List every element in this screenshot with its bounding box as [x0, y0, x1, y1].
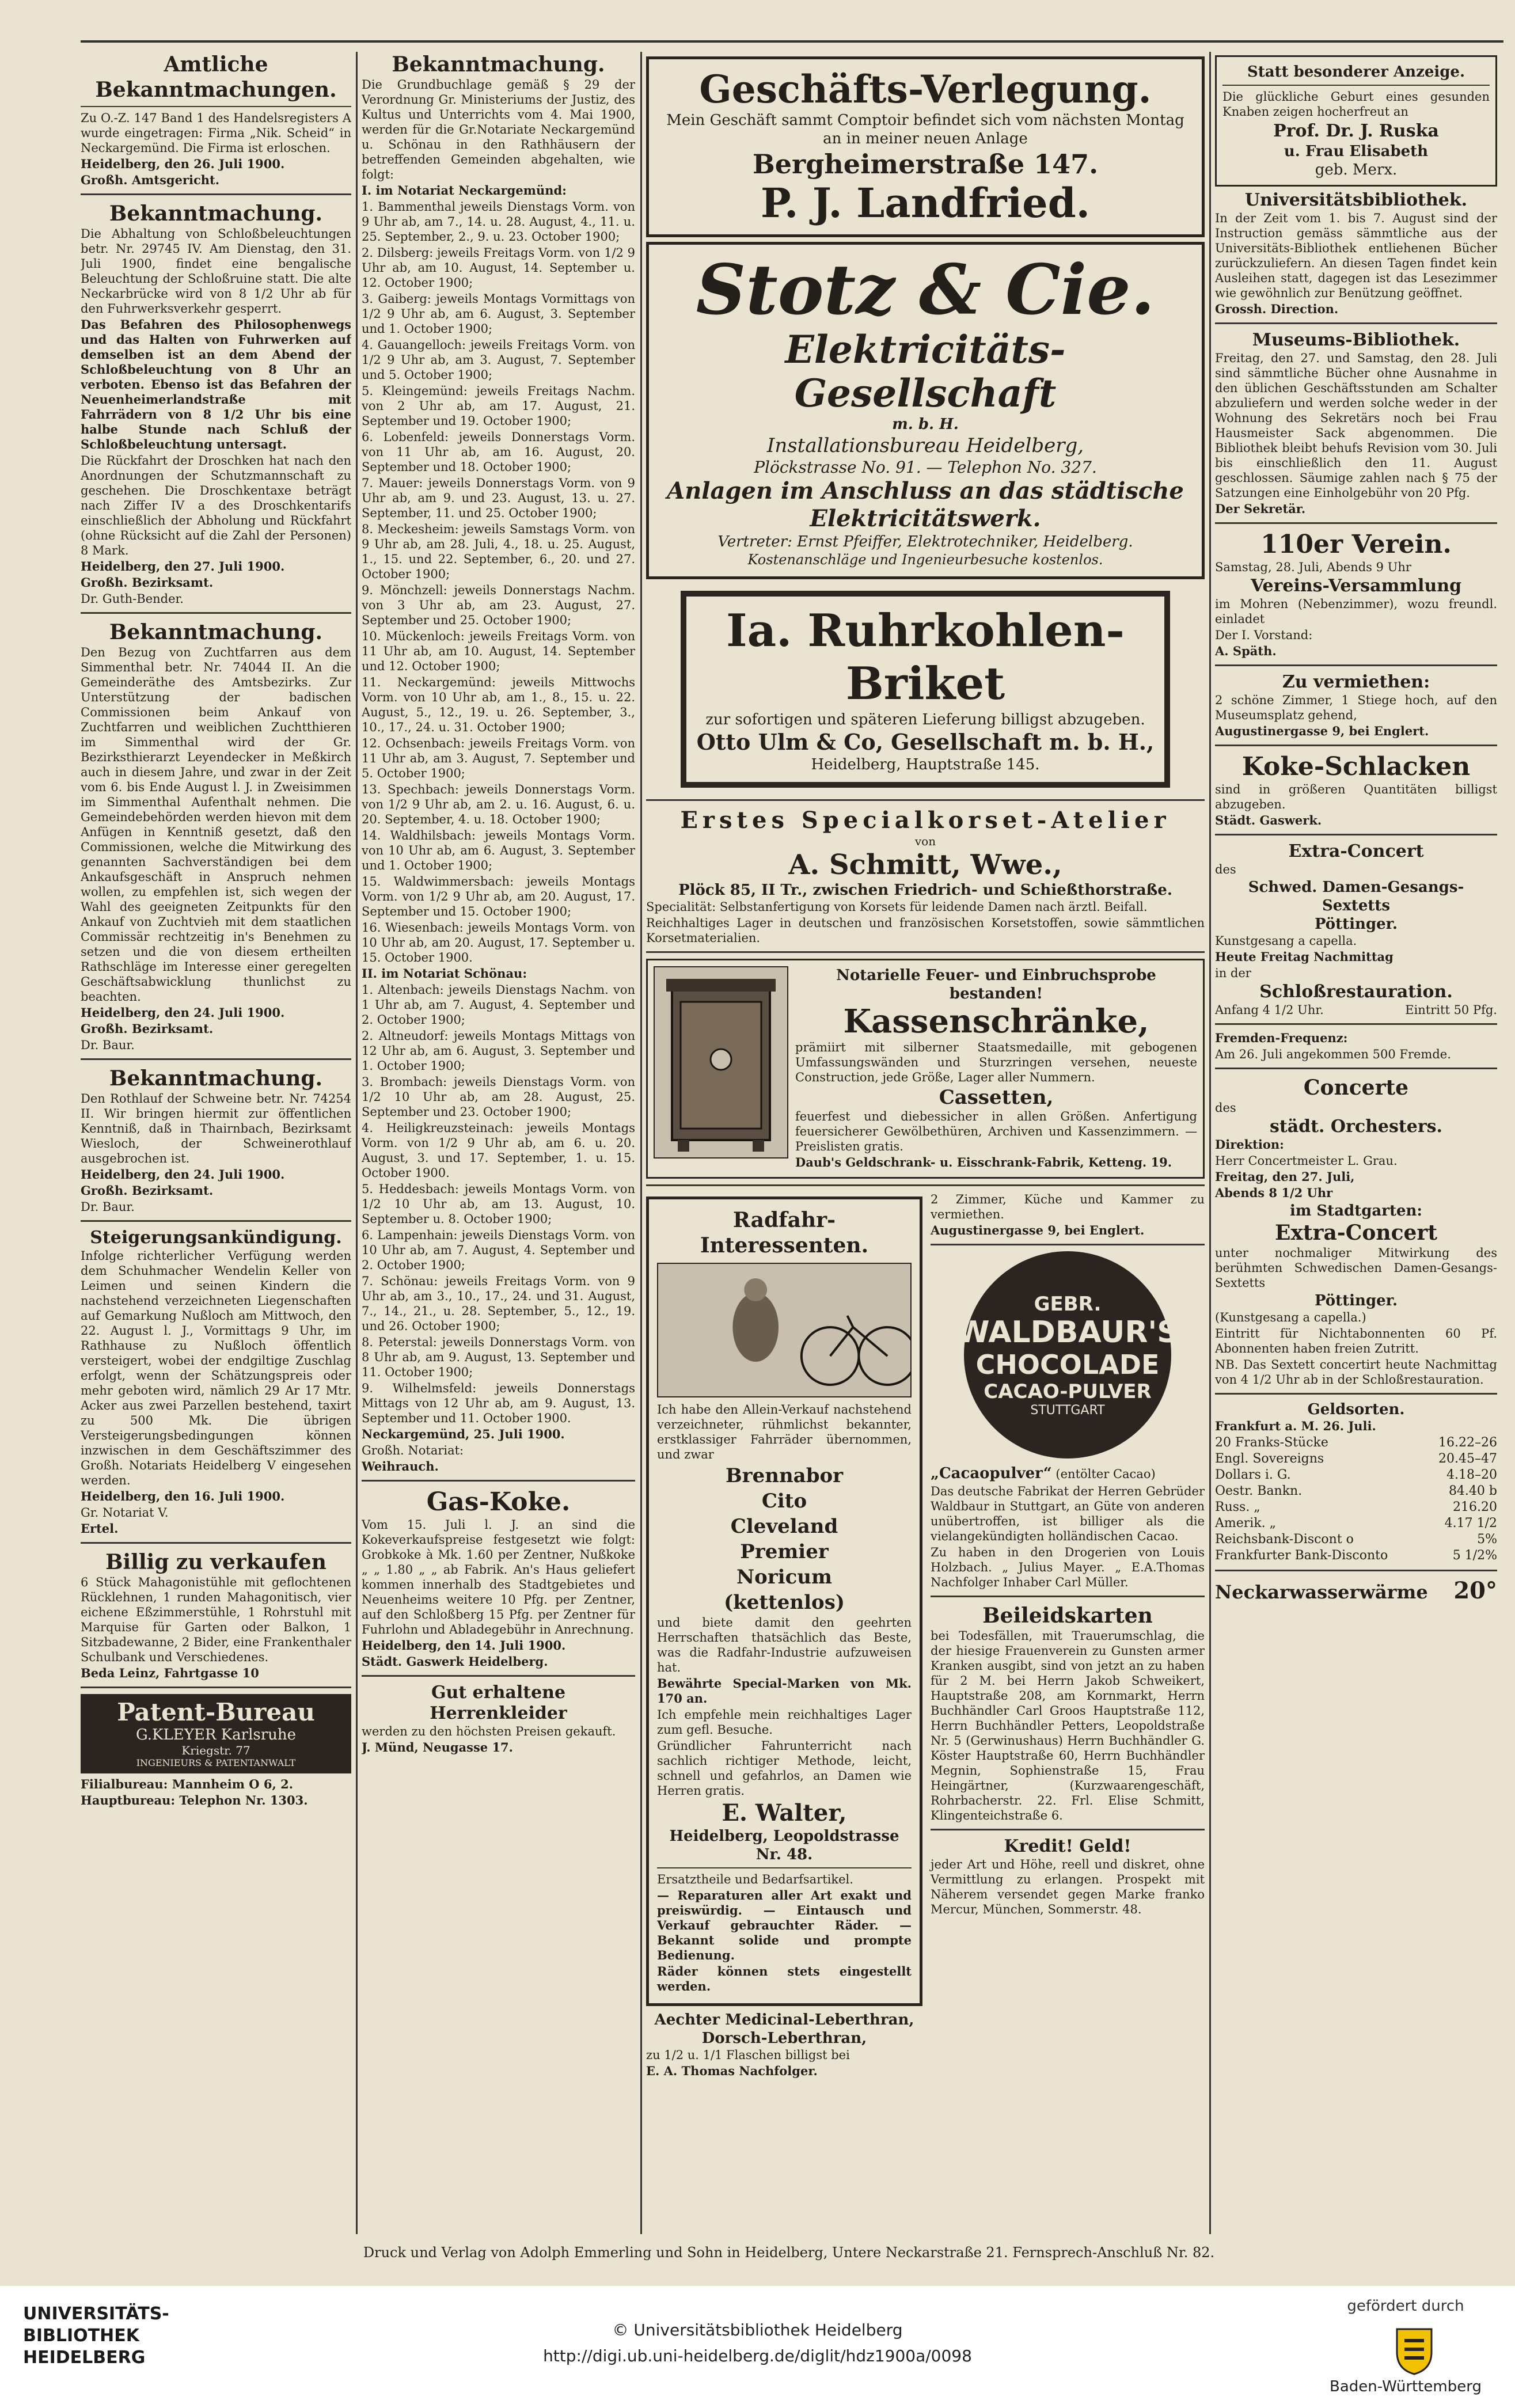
funded-by-text: gefördert durch: [1347, 2297, 1464, 2315]
column-divider: [1209, 52, 1211, 2234]
cacao-text: Das deutsche Fabrikat der Herren Gebrüder Waldbaur in Stuttgart, an Güte von anderen unübertroffen, ist billiger als die vielangekündigten holländischen Cacao.: [931, 1484, 1205, 1543]
right-ads-column: [931, 1192, 1205, 2080]
beileid-title: Beileidskarten: [982, 1604, 1153, 1628]
ec-kunst: Kunstgesang a capella.: [1215, 934, 1357, 948]
lebertran-signature: E. A. Thomas Nachfolger.: [646, 2064, 818, 2078]
conc-poettinger: Pöttinger.: [1314, 1292, 1398, 1309]
patent-filial: Filialbureau: Mannheim O 6, 2.: [81, 1777, 294, 1791]
geld-value: 84.40 b: [1448, 1484, 1497, 1498]
conc-ort: im Stadtgarten:: [1289, 1202, 1423, 1220]
auction-title: Steigerungsankündigung.: [90, 1228, 342, 1248]
safe-illustration: [654, 966, 788, 1159]
koke-signature: Städt. Gaswerk.: [1215, 813, 1322, 827]
rad-address: Heidelberg, Leopoldstrasse Nr. 48.: [669, 1828, 899, 1863]
anz-title: Statt besonderer Anzeige.: [1247, 63, 1465, 81]
bicycle-illustration: [657, 1263, 912, 1397]
wohnung-text: 2 Zimmer, Küche und Kammer zu vermiethen.: [931, 1192, 1205, 1221]
notice-title: Bekanntmachung.: [109, 1066, 323, 1091]
geld-label: Amerik. „: [1215, 1516, 1277, 1530]
ruhr-address: Heidelberg, Hauptstraße 145.: [811, 756, 1040, 773]
geld-label: Frankfurter Bank-Disconto: [1215, 1548, 1388, 1563]
anz-name3: geb. Merx.: [1315, 161, 1398, 178]
grundbuch-item: 4. Heiligkreuzsteinach: jeweils Montags Vorm. von 1/2 9 Uhr ab, am 6. u. 20. August, 3. und 17. September, 1. u. 15. October 1900.: [362, 1121, 635, 1180]
ub-text: In der Zeit vom 1. bis 7. August sind der Instruction gemäss sämmtliche aus der Universitäts-Bibliothek entliehenen Bücher zurückzuliefern. An diesen Tagen findet kein Ausleihen statt, dagegen ist das Lesezimmer wie gewöhnlich zur Benützung geöffnet.: [1215, 211, 1497, 300]
grundbuch-item: 7. Mauer: jeweils Donnerstags Vorm. von 9 Uhr ab, am 9. und 23. August, 13. u. 27. September, 11. und 25. October 1900;: [362, 476, 635, 520]
conc-extra: Extra-Concert: [1274, 1221, 1438, 1245]
fremden-title: Fremden-Frequenz:: [1215, 1031, 1348, 1045]
herren-signature: J. Münd, Neugasse 17.: [362, 1740, 513, 1754]
bw-coat-of-arms-icon: [1388, 2323, 1440, 2375]
choc-gebr: GEBR.: [1034, 1292, 1102, 1316]
rad-brand: Cito: [761, 1490, 807, 1513]
sale-signature: Beda Leinz, Fahrtgasse 10: [81, 1666, 259, 1680]
geld-label: 20 Franks-Stücke: [1215, 1435, 1328, 1450]
gv-text: Mein Geschäft sammt Comptoir befindet sich vom nächsten Montag an in meiner neuen Anlage: [666, 112, 1184, 147]
ub-signature: Grossh. Direction.: [1215, 302, 1339, 316]
grundbuch-item: 15. Waldwimmersbach: jeweils Montags Vorm. von 1/2 9 Uhr ab, am 20. August, 17. September und 15. October 1900;: [362, 875, 635, 918]
geld-label: Russ. „: [1215, 1500, 1260, 1514]
grundbuch-item: 1. Bammenthal jeweils Dienstags Vorm. von 9 Uhr ab, am 7., 14. u. 28. August, 4., 11. u. 25. September, 2., 9. u. 23. October 1900;: [362, 200, 635, 244]
anz-name: Prof. Dr. J. Ruska: [1273, 121, 1439, 141]
bw-text: Baden-Württemberg: [1330, 2378, 1482, 2395]
grundbuch-item: 10. Mückenloch: jeweils Freitags Vorm. von 11 Uhr ab, am 10. August, 14. September und 12. October 1900;: [362, 629, 635, 673]
herren-text: werden zu den höchsten Preisen gekauft.: [362, 1725, 616, 1738]
auction-date: Heidelberg, den 16. Juli 1900.: [81, 1489, 285, 1503]
geld-row: [1215, 1483, 1497, 1499]
rad-reparatur: — Reparaturen aller Art exakt und preiswürdig. — Eintausch und Verkauf gebrauchter Räder. — Bekannt solide und prompte Bedienung.: [657, 1888, 912, 1962]
korset-von: von: [914, 834, 936, 848]
koke-text: sind in größeren Quantitäten billigst abzugeben.: [1215, 783, 1497, 811]
stotz-address: Plöckstrasse No. 91. — Telephon No. 327.: [754, 458, 1097, 477]
column-divider: [356, 52, 358, 2234]
patent-city: Karlsruhe: [221, 1726, 297, 1744]
rad-unterricht: Gründlicher Fahrunterricht nach sachlich richtiger Methode, leicht, schnell und gefahrlos, an Damen wie Herren gratis.: [657, 1739, 912, 1798]
herren-title: Gut erhaltene Herrenkleider: [430, 1682, 567, 1723]
wohnung-address: Augustinergasse 9, bei Englert.: [931, 1223, 1145, 1237]
geld-label: Engl. Sovereigns: [1215, 1452, 1324, 1466]
fremden-text: Am 26. Juli angekommen 500 Fremde.: [1215, 1047, 1451, 1061]
rad-ersatz: Ersatztheile und Bedarfsartikel.: [657, 1873, 853, 1886]
cacao-title: „Cacaopulver“: [931, 1465, 1052, 1482]
verein-signature-name: A. Späth.: [1215, 644, 1277, 658]
grundbuch-item: 2. Altneudorf: jeweils Montags Mittags von 12 Uhr ab, am 6. August, 3. September und 1. October 1900;: [362, 1029, 635, 1073]
verein-title: 110er Verein.: [1260, 530, 1452, 559]
radfahr-ad: [646, 1197, 922, 2006]
museum-signature: Der Sekretär.: [1215, 502, 1306, 516]
ec-in: in der: [1215, 966, 1251, 980]
gas-koke-title: Gas-Koke.: [426, 1487, 571, 1517]
grundbuch-item: 2. Dilsberg: jeweils Freitags Vorm. von 1/2 9 Uhr ab, am 10. August, 14. September u. 12. October 1900;: [362, 246, 635, 290]
ub-title: Universitätsbibliothek.: [1244, 190, 1468, 210]
korset-spec: Specialität: Selbstanfertigung von Korsets für leidende Damen nach ärztl. Beifall.: [646, 900, 1148, 914]
rad-brand: Brennabor: [725, 1464, 844, 1487]
rad-title: Radfahr-Interessenten.: [700, 1208, 869, 1258]
gas-koke-text: Vom 15. Juli l. J. an sind die Kokeverkaufspreise festgesetzt wie folgt: Grobkoke à Mk. 1.60 per Zentner, Nußkoke „ „ 1.80 „ „ ab Fabrik. An's Haus geliefert kommen innerhalb des Stadtgebietes und Neuenheims weitere 10 Pfg. per Zentner, auf den Schloßberg 15 Pfg. per Zentner für Fuhrlohn und Abladegebühr in Anrechnung.: [362, 1518, 635, 1636]
logo-line-1: UNIVERSITÄTS-: [23, 2304, 169, 2324]
kassenschraenke-ad: [646, 959, 1205, 1179]
imprint-footer: Druck und Verlag von Adolph Emmerling und Sohn in Heidelberg, Untere Neckarstraße 21. Fernsprech-Anschluß Nr. 82.: [363, 2244, 1215, 2261]
copyright-text: © Universitätsbibliothek Heidelberg: [612, 2320, 903, 2339]
kasse-head: Notarielle Feuer- und Einbruchsprobe bestanden!: [836, 967, 1156, 1002]
notice-text-bold: Das Befahren des Philosophenwegs und das Halten von Fuhrwerken auf demselben ist an dem Abend der Schloßbeleuchtung von 8 Uhr an verboten. Ebenso ist das Befahren der Neuenheimerlandstraße mit Fahrrädern von 8 1/2 Uhr bis eine halbe Stunde nach Schluß der Schloßbeleuchtung untersagt.: [81, 317, 351, 451]
grundbuch-item: 14. Waldhilsbach: jeweils Montags Vorm. von 10 Uhr ab, am 6. August, 3. September und 1. October 1900;: [362, 829, 635, 872]
grundbuch-list-2: [362, 982, 635, 1426]
notice-date: Heidelberg, den 26. Juli 1900.: [81, 157, 285, 171]
vermieten-title: Zu vermiethen:: [1282, 672, 1430, 692]
rad-special: Bewährte Special-Marken von Mk. 170 an.: [657, 1676, 912, 1706]
geld-label: Reichsbank-Discont o: [1215, 1532, 1354, 1547]
grundbuch-intro: Die Grundbuchlage gemäß § 29 der Verordnung Gr. Ministeriums der Justiz, des Kultus und Unterrichts vom 4. Mai 1900, werden für die Gr.Notariate Neckargemünd u. Schönau in den Rathhäusern der betreffenden Gemeinden abgehalten, wie folgt:: [362, 78, 635, 181]
korset-text: Reichhaltiges Lager in deutschen und französischen Korsetstoffen, sowie sämmtlichen Korsetmaterialien.: [646, 916, 1205, 945]
grundbuch-item: 5. Heddesbach: jeweils Montags Vorm. von 1/2 10 Uhr ab, am 13. August, 10. September u. 8. October 1900;: [362, 1182, 635, 1226]
lebertran-title: Aechter Medicinal-Leberthran, Dorsch-Leberthran,: [654, 2011, 914, 2047]
grundbuch-section: II. im Notariat Schönau:: [362, 966, 527, 981]
rad-text: Ich habe den Allein-Verkauf nachstehend verzeichneter, rühmlichst bekannter, erstklassiger Fahrräder übernommen, und zwar: [657, 1403, 912, 1461]
grundbuch-item: 9. Wilhelmsfeld: jeweils Donnerstags Mittags von 12 Uhr ab, am 9. August, 13. September und 11. October 1900.: [362, 1381, 635, 1425]
geld-value: 216.20: [1453, 1500, 1497, 1514]
cacao-sub: (entölter Cacao): [1055, 1467, 1156, 1481]
gv-name: P. J. Landfried.: [760, 179, 1091, 227]
ec-anfang: Anfang 4 1/2 Uhr.: [1215, 1003, 1324, 1017]
conc-direktor: Herr Concertmeister L. Grau.: [1215, 1154, 1398, 1168]
gv-address: Bergheimerstraße 147.: [752, 149, 1099, 180]
geld-value: 16.22–26: [1438, 1435, 1497, 1450]
geld-value: 4.17 1/2: [1444, 1516, 1497, 1530]
grundbuch-item: 4. Gauangelloch: jeweils Freitags Vorm. von 1/2 9 Uhr ab, am 3. August, 7. September und 5. October 1900;: [362, 338, 635, 382]
korset-ad: [646, 807, 1205, 945]
geld-row: [1215, 1451, 1497, 1467]
notice-signature: Großh. Bezirksamt.: [81, 1183, 214, 1198]
ec-name2: Pöttinger.: [1314, 916, 1398, 933]
gas-koke-date: Heidelberg, den 14. Juli 1900.: [362, 1638, 566, 1653]
anz-name2: u. Frau Elisabeth: [1284, 143, 1429, 160]
korset-address: Plöck 85, II Tr., zwischen Friedrich- und Schießthorstraße.: [678, 882, 1172, 899]
geld-row: [1215, 1435, 1497, 1451]
conc-eintritt: Eintritt für Nichtabonnenten 60 Pf. Abonnenten haben freien Zutritt.: [1215, 1327, 1497, 1355]
auction-text: Infolge richterlicher Verfügung werden dem Schuhmacher Wendelin Keller von Leimen und seinen Kindern die nachstehend verzeichneten Liegenschaften auf Gemarkung Nußloch am Mittwoch, den 22. August l. J., Vormittags 9 Uhr, im Rathhause zu Nußloch öffentlich versteigert, wobei der endgiltige Zuschlag erfolgt, wenn der Schätzungspreis oder mehr geboten wird, nämlich 29 Ar 17 Mtr. Acker aus zwei Parzellen bestehend, taxirt zu 500 Mk. Die übrigen Versteigerungsbedingungen können inzwischen in dem Geschäftszimmer des Großh. Notariats Heidelberg V eingesehen werden.: [81, 1249, 351, 1487]
rad-bottom: Räder können stets eingestellt werden.: [657, 1964, 912, 1993]
rad-text3: Ich empfehle mein reichhaltiges Lager zum gefl. Besuche.: [657, 1708, 912, 1737]
notice-text: Die Abhaltung von Schloßbeleuchtungen betr. Nr. 29745 IV. Am Dienstag, den 31. Juli 1900, findet eine bengalische Beleuchtung der Schloßruine statt. Die alte Neckarbrücke wird von 8 1/2 Uhr ab für den Fuhrwerksverkehr gesperrt.: [81, 227, 351, 316]
ruhr-title: Ia. Ruhrkohlen-Briket: [726, 605, 1125, 710]
rad-text2: und biete damit den geehrten Herrschaften thatsächlich das Beste, was die Radfahr-Industrie aufzuweisen hat.: [657, 1616, 912, 1674]
rad-brand: Cleveland: [730, 1515, 838, 1538]
rad-brand: Noricum: [736, 1566, 832, 1589]
notice-signature: Großh. Amtsgericht.: [81, 173, 220, 187]
verein-versammlung: Vereins-Versammlung: [1250, 576, 1462, 596]
choc-cacao: CACAO-PULVER: [984, 1380, 1152, 1403]
koke-title: Koke-Schlacken: [1241, 752, 1471, 781]
notice-date: Heidelberg, den 24. Juli 1900.: [81, 1167, 285, 1182]
neckar-title: Neckarwasserwärme: [1215, 1581, 1428, 1603]
kasse-text: prämiirt mit silberner Staatsmedaille, mit gebogenen Umfassungswänden und Sturzringen versehen, neueste Construction, jede Größe, Lager aller Nummern.: [795, 1040, 1197, 1084]
stotz-name: Stotz & Cie.: [696, 249, 1155, 331]
grundbuch-item: 3. Gaiberg: jeweils Montags Vormittags von 1/2 9 Uhr ab, am 6. August, 3. September und 1. October 1900;: [362, 292, 635, 336]
grundbuch-item: 7. Schönau: jeweils Freitags Vorm. von 9 Uhr ab, am 3., 10., 17., 24. und 31. August, 7., 14., 21., u. 28. September, 5., 12., 19. und 26. October 1900;: [362, 1274, 635, 1333]
gv-title: Geschäfts-Verlegung.: [699, 67, 1152, 112]
grundbuch-item: 12. Ochsenbach: jeweils Freitags Vorm. von 11 Uhr ab, am 3. August, 7. September und 5. October 1900;: [362, 736, 635, 780]
grundbuch-item: 5. Kleingemünd: jeweils Freitags Nachm. von 2 Uhr ab, am 17. August, 21. September und 19. October 1900;: [362, 384, 635, 428]
notice-text: Die Rückfahrt der Droschken hat nach den Anordnungen der Schutzmannschaft zu geschehen. Die Droschkentaxe beträgt nach Ziffer IV a des Droschkentarifs einschließlich der Abholung und Rückfahrt (ohne Rücksicht auf die Zahl der Personen) 8 Mark.: [81, 454, 351, 557]
permalink-url[interactable]: http://digi.ub.uni-heidelberg.de/diglit/hdz1900a/0098: [543, 2346, 972, 2365]
column-divider: [640, 52, 642, 2234]
ec-ort: Schloßrestauration.: [1259, 982, 1453, 1002]
column-3: [646, 52, 1205, 2234]
geld-label: Dollars i. G.: [1215, 1468, 1291, 1482]
notice-signature-name: Dr. Guth-Bender.: [81, 592, 184, 606]
grundbuch-title: Bekanntmachung.: [392, 52, 605, 77]
kredit-title: Kredit! Geld!: [1004, 1836, 1131, 1856]
grundbuch-item: 16. Wiesenbach: jeweils Montags Vorm. von 10 Uhr ab, am 20. August, 17. September u. 15. October 1900.: [362, 921, 635, 964]
ec-eintritt: Eintritt 50 Pfg.: [1405, 1003, 1497, 1017]
grundbuch-date: Neckargemünd, 25. Juli 1900.: [362, 1427, 565, 1441]
geld-row: [1215, 1516, 1497, 1532]
extra-concert-title: Extra-Concert: [1288, 841, 1424, 861]
patent-bureau-ad: [81, 1694, 351, 1773]
concerte-title: Concerte: [1303, 1076, 1409, 1100]
geld-value: 20.45–47: [1438, 1452, 1497, 1466]
patent-subtitle: INGENIEURS & PATENTANWALT: [136, 1757, 296, 1768]
stotz-kosten: Kostenanschläge und Ingenieurbesuche kostenlos.: [747, 552, 1103, 568]
korset-name: A. Schmitt, Wwe.,: [788, 849, 1062, 881]
geld-table: [1215, 1435, 1497, 1564]
grundbuch-item: 3. Brombach: jeweils Dienstags Vorm. von 1/2 10 Uhr ab, am 28. August, 25. September und 23. October 1900;: [362, 1075, 635, 1119]
stotz-mbh: m. b. H.: [892, 416, 959, 433]
ec-des: des: [1215, 863, 1236, 876]
viewer-footer: [0, 2286, 1515, 2408]
rad-brand: (kettenlos): [724, 1591, 845, 1614]
conc-time: Abends 8 1/2 Uhr: [1215, 1186, 1333, 1200]
notice-signature-name: Dr. Baur.: [81, 1200, 135, 1214]
waldbaur-chocolate-logo: [956, 1251, 1179, 1459]
patent-haupt: Hauptbureau: Telephon Nr. 1303.: [81, 1793, 308, 1807]
ruhr-name: Otto Ulm & Co, Gesellschaft m. b. H.,: [696, 729, 1155, 755]
choc-brand: WALDBAUR'S: [956, 1315, 1179, 1350]
grundbuch-item: 8. Meckesheim: jeweils Samstags Vorm. von 9 Uhr ab, am 28. Juli, 4., 18. u. 25. August, 1., 15. und 22. September, 6., 20. und 27. October 1900;: [362, 522, 635, 581]
geld-row: [1215, 1467, 1497, 1483]
anz-text: Die glückliche Geburt eines gesunden Knaben zeigen hocherfreut an: [1222, 90, 1490, 119]
notice-date: Heidelberg, den 27. Juli 1900.: [81, 559, 285, 573]
amtliche-title: Amtliche Bekanntmachungen.: [95, 52, 337, 102]
logo-line-2: BIBLIOTHEK: [23, 2326, 139, 2346]
patent-title: Patent-Bureau: [117, 1698, 315, 1726]
grundbuch-item: 6. Lampenhain: jeweils Dienstags Vorm. von 10 Uhr ab, am 7. August, 4. September und 2. October 1900;: [362, 1228, 635, 1272]
geld-row: [1215, 1499, 1497, 1516]
radfahr-column: [646, 1192, 922, 2080]
birth-announcement: [1215, 55, 1497, 187]
rad-brand: Premier: [740, 1540, 829, 1563]
conc-text: unter nochmaliger Mitwirkung des berühmten Schwedischen Damen-Gesangs-Sextetts: [1215, 1246, 1497, 1290]
kredit-text: jeder Art und Höhe, reell und diskret, ohne Vermittlung zu erlangen. Prospekt mit Näherem versendet gegen Marke franko Mercur, München, Sommerstr. 48.: [931, 1858, 1205, 1916]
sale-text: 6 Stück Mahagonistühle mit geflochtenen Rücklehnen, 1 runden Mahagonitisch, vier eichene Eßzimmerstühle, 1 Rohrstuhl mit Marquise für Garten oder Balkon, 1 Sitzbadewanne, 2 Bider, eine Frankenthaler Schulbank und Verschiedenes.: [81, 1575, 351, 1664]
conc-name: städt. Orchesters.: [1270, 1116, 1442, 1137]
column-4: [1215, 52, 1497, 2234]
cacao-drogerien: Zu haben in den Drogerien von Louis Holzbach. „ Julius Mayer. „ E.A.Thomas Nachfolger Inhaber Carl Müller.: [931, 1545, 1205, 1589]
column-1: [81, 52, 351, 2234]
rad-name: E. Walter,: [722, 1799, 847, 1826]
grundbuch-item: 9. Mönchzell: jeweils Donnerstags Nachm. von 3 Uhr ab, am 23. August, 27. September und 25. October 1900;: [362, 583, 635, 627]
notice-text: Den Rothlauf der Schweine betr. Nr. 74254 II. Wir bringen hiermit zur öffentlichen Kenntniß, daß in Thairnbach, Bezirksamt Wiesloch, der Schweinerothlauf ausgebrochen ist.: [81, 1092, 351, 1165]
vermieten-address: Augustinergasse 9, bei Englert.: [1215, 724, 1429, 738]
lebertran-text: zu 1/2 u. 1/1 Flaschen billigst bei: [646, 2048, 850, 2062]
ec-date: Heute Freitag Nachmittag: [1215, 949, 1394, 964]
kasse-signature: Daub's Geldschrank- u. Eisschrank-Fabrik, Ketteng. 19.: [795, 1155, 1172, 1169]
sale-title: Billig zu verkaufen: [105, 1550, 326, 1574]
grundbuch-item: 6. Lobenfeld: jeweils Donnerstags Vorm. von 11 Uhr ab, am 16. August, 20. September und 18. October 1900;: [362, 430, 635, 474]
grundbuch-item: 13. Spechbach: jeweils Donnerstags Vorm. von 1/2 9 Uhr ab, am 2. u. 16. August, 6. u. 20. September, 4. u. 18. October 1900;: [362, 783, 635, 826]
ruhr-text: zur sofortigen und späteren Lieferung billigst abzugeben.: [705, 711, 1145, 728]
verein-date: Samstag, 28. Juli, Abends 9 Uhr: [1215, 560, 1411, 574]
stotz-ad: [646, 242, 1205, 579]
column-2: [362, 52, 635, 2234]
auction-signature: Gr. Notariat V.: [81, 1506, 169, 1520]
notice-title: Bekanntmachung.: [109, 620, 323, 644]
patent-street: Kriegstr. 77: [181, 1744, 250, 1757]
conc-direktion: Direktion:: [1215, 1137, 1284, 1152]
patent-name: G.KLEYER: [135, 1726, 217, 1744]
geschaeftsverlegung-ad: [646, 56, 1205, 237]
stotz-anlagen: Anlagen im Anschluss an das städtische Elektricitätswerk.: [667, 477, 1184, 532]
kasse-title: Kassenschränke,: [843, 1002, 1149, 1040]
neckar-value: 20°: [1453, 1577, 1497, 1604]
grundbuch-item: 8. Peterstal: jeweils Donnerstags Vorm. von 8 Uhr ab, am 9. August, 13. September und 11. October 1900;: [362, 1335, 635, 1379]
rad-brand-list: [657, 1463, 912, 1615]
geld-date: Frankfurt a. M. 26. Juli.: [1215, 1419, 1376, 1433]
beileid-text: bei Todesfällen, mit Trauerumschlag, die der hiesige Frauenverein zu Gunsten armer Kranken ausgibt, sind von jetzt an zu haben für 2 M. bei Herrn Jakob Schweikert, Hauptstraße 208, am Kornmarkt, Herrn Buchhändler Carl Groos Hauptstraße 112, Herrn Buchhändler Petters, Leopoldstraße Nr. 5 (Gerwinushaus) Herrn Buchhändler G. Köster Hauptstraße 60, Herrn Buchhändler Megnin, Sophienstraße 15, Frau Heingärtner, (Kurzwaarengeschäft, Rohrbacherstr. 22. Frl. Elise Schmitt, Klingenteichstraße 6.: [931, 1629, 1205, 1822]
geld-label: Oestr. Bankn.: [1215, 1484, 1303, 1498]
notice-text: Zu O.-Z. 147 Band 1 des Handelsregisters A wurde eingetragen: Firma „Nik. Scheid“ in Neckargemünd. Die Firma ist erloschen.: [81, 111, 351, 155]
grundbuch-item: 1. Altenbach: jeweils Dienstags Nachm. von 1 Uhr ab, am 7. August, 4. September und 2. October 1900;: [362, 983, 635, 1027]
grundbuch-section: I. im Notariat Neckargemünd:: [362, 183, 567, 197]
grundbuch-signature-name: Weihrauch.: [362, 1459, 439, 1473]
kasse-cassetten: Cassetten,: [939, 1086, 1054, 1109]
geld-row: [1215, 1548, 1497, 1564]
conc-nb: NB. Das Sextett concertirt heute Nachmittag von 4 1/2 Uhr ab in der Schloßrestauration.: [1215, 1358, 1497, 1387]
notice-signature: Großh. Bezirksamt.: [81, 575, 214, 590]
korset-title: Erstes Specialkorset-Atelier: [680, 807, 1171, 834]
ruhrkohlen-ad: [681, 591, 1170, 788]
grundbuch-list-1: [362, 199, 635, 965]
choc-chocolade: CHOCOLADE: [975, 1349, 1160, 1380]
vermieten-text: 2 schöne Zimmer, 1 Stiege hoch, auf den Museumsplatz gehend,: [1215, 693, 1497, 722]
conc-des: des: [1215, 1101, 1236, 1115]
notice-title: Bekanntmachung.: [109, 202, 323, 226]
notice-date: Heidelberg, den 24. Juli 1900.: [81, 1005, 285, 1020]
choc-stuttgart: STUTTGART: [1030, 1403, 1105, 1418]
verein-signature: Der I. Vorstand:: [1215, 628, 1313, 642]
geld-value: 5 1/2%: [1452, 1548, 1497, 1563]
museum-text: Freitag, den 27. und Samstag, den 28. Juli sind sämmtliche Bücher ohne Ausnahme in den üblichen Geschäftsstunden am Schalter abzuliefern und werden solche weder in der Wohnung des Sekretärs noch bei Frau Hausmeister Sack abgenommen. Die Bibliothek bleibt behufs Revision vom 30. Juli bis einschließlich den 11. August geschlossen. Säumige zahlen nach § 75 der Satzungen eine Einholgebühr von 20 Pfg.: [1215, 351, 1497, 500]
geld-value: 4.18–20: [1446, 1468, 1497, 1482]
stotz-vertreter: Vertreter: Ernst Pfeiffer, Elektrotechniker, Heidelberg.: [717, 533, 1133, 550]
notice-signature-name: Dr. Baur.: [81, 1038, 135, 1052]
gas-koke-signature: Städt. Gaswerk Heidelberg.: [362, 1654, 548, 1669]
stotz-office: Installationsbureau Heidelberg,: [766, 434, 1084, 457]
top-rule: [81, 40, 1503, 43]
notice-text: Den Bezug von Zuchtfarren aus dem Simmenthal betr. Nr. 74044 II. An die Gemeinderäthe des Amtsbezirks. Zur Unterstützung der badischen Commissionen beim Ankauf von Zuchtfarren und weiblichen Zuchtthieren im Simmenthal wird der Gr. Bezirksthierarzt Leyendecker in Meßkirch auch in diesem Jahre, und zwar in der Zeit vom 6. bis Ende August l. J. in Zweisimmen im Simmenthal Aufenthalt nehmen. Die Gemeindebehörden werden hievon mit dem Anfügen in Kenntniß gesetzt, daß den Commissionen, welche die Mitwirkung des genannten Sachverständigen bei dem Ankaufsgeschäft in Anspruch nehmen wollen, zu empfehlen ist, sich wegen der Wahl des geeigneten Zeitpunkts für den Ankauf von Zuchtvieh mit dem staatlichen Commissär rechtzeitig in's Benehmen zu setzen und die von diesem ertheilten Rathschläge im Interesse einer geregelten Geschäftsabwicklung thunlichst zu beachten.: [81, 645, 351, 1004]
logo-line-3: HEIDELBERG: [23, 2348, 146, 2368]
museum-title: Museums-Bibliothek.: [1252, 330, 1460, 350]
conc-date: Freitag, den 27. Juli,: [1215, 1169, 1355, 1184]
stotz-subtitle: Elektricitäts-Gesellschaft: [785, 327, 1066, 416]
geld-row: [1215, 1532, 1497, 1548]
geld-value: 5%: [1477, 1532, 1497, 1547]
grundbuch-item: 11. Neckargemünd: jeweils Mittwochs Vorm. von 10 Uhr ab, am 1., 8., 15. u. 22. August, 5., 12., 19. u. 26. September, 3., 10., 17., 24. u. 31. October 1900;: [362, 675, 635, 734]
conc-kunst: (Kunstgesang a capella.): [1215, 1311, 1366, 1324]
kasse-text2: feuerfest und diebessicher in allen Größen. Anfertigung feuersicherer Gewölbethüren, Archiven und Kassenzimmern. — Preislisten gratis.: [795, 1110, 1197, 1153]
verein-ort: im Mohren (Nebenzimmer), wozu freundl. einladet: [1215, 597, 1497, 626]
geld-title: Geldsorten.: [1307, 1401, 1405, 1418]
ec-name: Schwed. Damen-Gesangs-Sextetts: [1248, 879, 1464, 914]
auction-signature-name: Ertel.: [81, 1521, 119, 1536]
notice-signature: Großh. Bezirksamt.: [81, 1021, 214, 1036]
grundbuch-signature: Großh. Notariat:: [362, 1444, 464, 1457]
